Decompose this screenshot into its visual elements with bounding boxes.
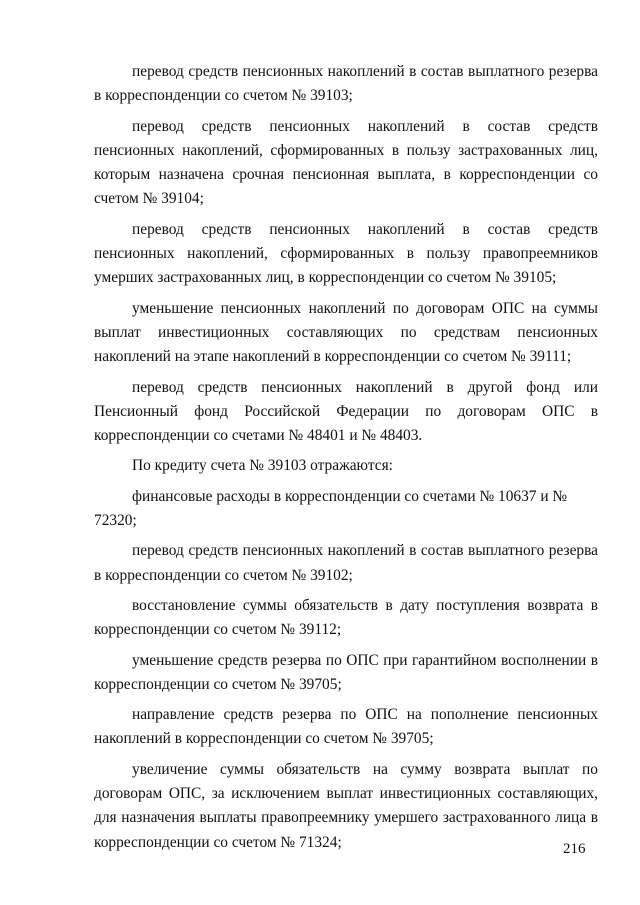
section-heading: По кредиту счета № 39103 отражаются:	[132, 457, 393, 475]
paragraph: перевод средств пенсионных накоплений в состав средств пенсионных накоплений, сформированных в пользу правопреемников умерших застрахованных лиц, в корреспонденции со счетом № 39105;	[94, 220, 598, 287]
paragraph: перевод средств пенсионных накоплений в состав выплатного резерва в корреспонденции со счетом № 39102;	[94, 542, 598, 584]
paragraph: направление средств резерва по ОПС на пополнение пенсионных накоплений в корреспонденции со счетом № 39705;	[94, 706, 598, 748]
page-number: 216	[563, 841, 586, 857]
paragraph: восстановление суммы обязательств в дату поступления возврата в корреспонденции со счетом № 39112;	[94, 596, 598, 639]
paragraph: перевод средств пенсионных накоплений в другой фонд или Пенсионный фонд Российской Федерации по договорам ОПС в корреспонденции со счетами № 48401 и № 48403.	[94, 378, 598, 445]
paragraph: увеличение суммы обязательств на сумму возврата выплат по договорам ОПС, за исключением выплат инвестиционных составляющих, для назначения выплаты правопреемнику умершего застрахованного лица в корреспонденции со счетом № 71324;	[94, 760, 598, 851]
document-body	[94, 60, 598, 861]
paragraph: уменьшение пенсионных накоплений по договорам ОПС на суммы выплат инвестиционных составляющих по средствам пенсионных накоплений на этапе накоплений в корреспонденции со счетом № 39111;	[94, 299, 598, 366]
paragraph: перевод средств пенсионных накоплений в состав средств пенсионных накоплений, сформированных в пользу застрахованных лиц, которым назначена срочная пенсионная выплата, в корреспонденции со счетом № 39104;	[94, 117, 598, 208]
paragraph: уменьшение средств резерва по ОПС при гарантийном восполнении в корреспонденции со счетом № 39705;	[94, 651, 598, 693]
paragraph: финансовые расходы в корреспонденции со счетами № 10637 и № 72320;	[94, 487, 568, 530]
paragraph: перевод средств пенсионных накоплений в состав выплатного резерва в корреспонденции со счетом № 39103;	[94, 63, 598, 105]
